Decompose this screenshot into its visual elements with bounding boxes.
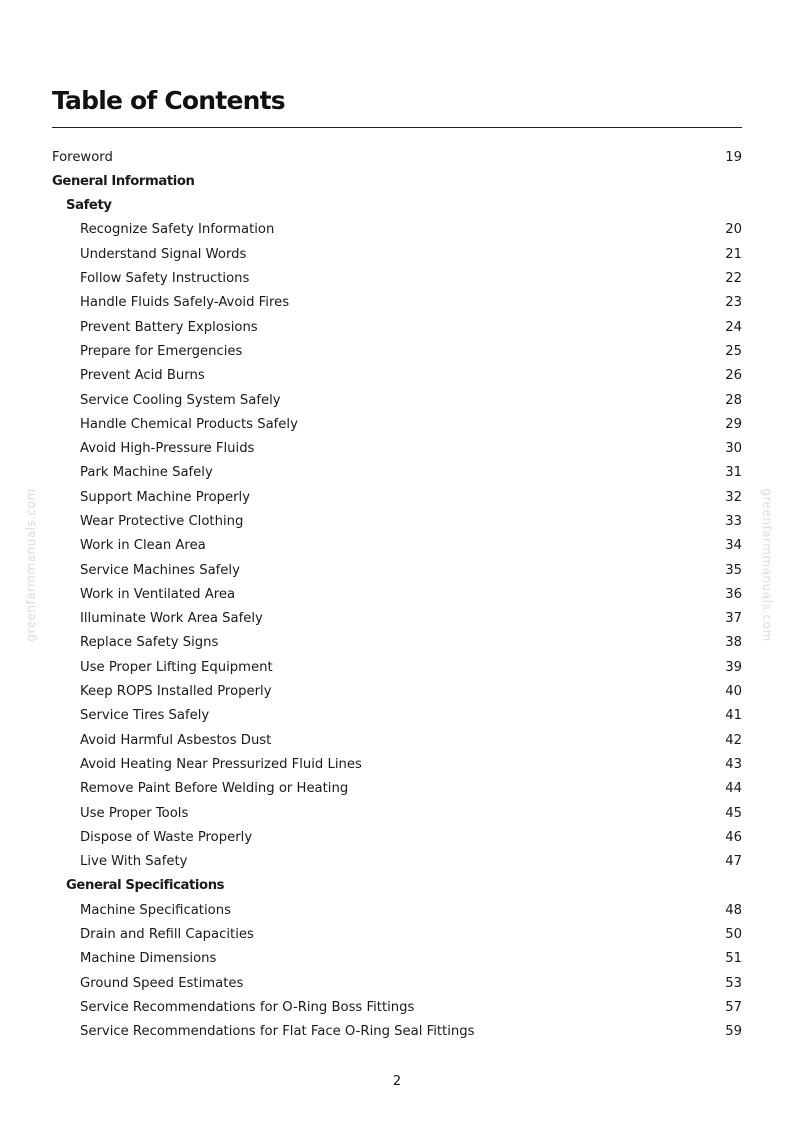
toc-entry-page-number: 25 — [725, 343, 742, 359]
toc-entry-page-number: 59 — [725, 1024, 742, 1040]
toc-entry[interactable] — [52, 218, 742, 242]
toc-entry-page-number: 24 — [725, 319, 742, 335]
toc-entry-page-number: 20 — [725, 222, 742, 238]
toc-entry-label: Prepare for Emergencies — [80, 343, 243, 359]
toc-entry-label: Remove Paint Before Welding or Heating — [80, 781, 349, 797]
toc-entry[interactable] — [52, 291, 742, 315]
toc-entry[interactable] — [52, 923, 742, 947]
toc-entry-page-number: 53 — [725, 975, 742, 991]
toc-entry-label: Drain and Refill Capacities — [80, 927, 254, 943]
toc-entry[interactable] — [52, 558, 742, 582]
toc-entry[interactable] — [52, 534, 742, 558]
toc-entry-page-number: 35 — [725, 562, 742, 578]
toc-entry-label: Illuminate Work Area Safely — [80, 611, 263, 627]
title-divider — [52, 127, 742, 128]
toc-entry[interactable] — [52, 850, 742, 874]
toc-entry-label: Service Machines Safely — [80, 562, 240, 578]
toc-entry[interactable] — [52, 704, 742, 728]
table-of-contents — [52, 145, 742, 1044]
toc-entry-page-number: 38 — [725, 635, 742, 651]
toc-entry-label: Recognize Safety Information — [80, 222, 275, 238]
toc-entry-label: Machine Specifications — [80, 902, 231, 918]
toc-entry-page-number: 23 — [725, 295, 742, 311]
toc-entry-label: Follow Safety Instructions — [80, 271, 250, 287]
toc-entry-label: Work in Ventilated Area — [80, 586, 236, 602]
page-number: 2 — [392, 1074, 402, 1089]
toc-entry-label: Avoid Harmful Asbestos Dust — [80, 732, 272, 748]
toc-entry[interactable] — [52, 461, 742, 485]
toc-entry-label: Support Machine Properly — [80, 489, 251, 505]
toc-entry-label: Use Proper Tools — [80, 805, 189, 821]
toc-entry-page-number: 48 — [725, 902, 742, 918]
toc-entry[interactable] — [52, 582, 742, 606]
toc-entry[interactable] — [52, 777, 742, 801]
toc-entry[interactable] — [52, 607, 742, 631]
toc-entry[interactable] — [52, 728, 742, 752]
toc-entry-page-number: 39 — [725, 659, 742, 675]
toc-entry-page-number: 43 — [725, 756, 742, 772]
toc-entry-page-number: 46 — [725, 829, 742, 845]
toc-entry[interactable] — [52, 242, 742, 266]
toc-entry[interactable] — [52, 485, 742, 509]
toc-entry[interactable] — [52, 655, 742, 679]
toc-entry-page-number: 30 — [725, 441, 742, 457]
toc-entry-label: Live With Safety — [80, 854, 188, 870]
toc-entry[interactable] — [52, 680, 742, 704]
toc-entry-page-number: 29 — [725, 416, 742, 432]
toc-entry[interactable] — [52, 947, 742, 971]
toc-entry-label: Handle Chemical Products Safely — [80, 416, 298, 432]
page-title: Table of Contents — [52, 86, 285, 115]
toc-entry-label: General Information — [52, 173, 195, 189]
toc-entry-label: Park Machine Safely — [80, 465, 213, 481]
toc-entry-page-number: 44 — [725, 781, 742, 797]
toc-entry-label: Service Tires Safely — [80, 708, 210, 724]
toc-entry-page-number: 45 — [725, 805, 742, 821]
toc-entry-page-number: 40 — [725, 684, 742, 700]
toc-entry-page-number: 31 — [725, 465, 742, 481]
toc-entry-label: Use Proper Lifting Equipment — [80, 659, 273, 675]
toc-entry-label: Handle Fluids Safely-Avoid Fires — [80, 295, 290, 311]
toc-entry-page-number: 26 — [725, 368, 742, 384]
toc-entry-label: Wear Protective Clothing — [80, 514, 244, 529]
toc-entry-label: Avoid High-Pressure Fluids — [80, 441, 255, 457]
toc-entry-label: Ground Speed Estimates — [80, 975, 244, 991]
toc-entry-page-number: 21 — [725, 246, 742, 262]
toc-entry[interactable] — [52, 801, 742, 825]
watermark-left: greenfarmmanuals.com — [24, 488, 38, 642]
toc-entry[interactable] — [52, 315, 742, 339]
toc-entry-label: Foreword — [52, 149, 113, 165]
toc-entry-label: Prevent Acid Burns — [80, 368, 205, 384]
toc-entry-page-number: 42 — [725, 732, 742, 748]
watermark-right: greenfarmmanuals.com — [760, 488, 774, 642]
toc-entry[interactable] — [52, 509, 742, 533]
toc-entry[interactable] — [52, 388, 742, 412]
toc-entry[interactable] — [52, 266, 742, 290]
toc-entry[interactable] — [52, 752, 742, 776]
toc-entry[interactable] — [52, 437, 742, 461]
toc-section-heading — [52, 874, 742, 898]
toc-entry-page-number: 47 — [725, 854, 742, 870]
toc-entry-page-number: 37 — [725, 611, 742, 627]
toc-entry-page-number: 32 — [725, 489, 742, 505]
toc-entry-page-number: 22 — [725, 271, 742, 287]
toc-entry-page-number: 41 — [725, 708, 742, 724]
toc-entry-label: Machine Dimensions — [80, 951, 217, 967]
toc-entry[interactable] — [52, 339, 742, 363]
toc-entry[interactable] — [52, 631, 742, 655]
toc-entry[interactable] — [52, 412, 742, 436]
toc-entry-page-number: 57 — [725, 999, 742, 1015]
toc-entry-label: Service Recommendations for O-Ring Boss Fittings — [80, 999, 415, 1015]
toc-entry[interactable] — [52, 971, 742, 995]
toc-entry-label: General Specifications — [66, 878, 225, 894]
toc-entry[interactable] — [52, 1020, 742, 1044]
toc-entry[interactable] — [52, 145, 742, 169]
toc-entry[interactable] — [52, 825, 742, 849]
toc-entry-label: Safety — [66, 198, 112, 214]
toc-entry[interactable] — [52, 364, 742, 388]
toc-entry-label: Replace Safety Signs — [80, 635, 219, 651]
toc-entry[interactable] — [52, 898, 742, 922]
toc-entry-page-number: 36 — [725, 586, 742, 602]
toc-entry-label: Service Cooling System Safely — [80, 392, 281, 408]
toc-entry-label: Understand Signal Words — [80, 246, 247, 262]
toc-section-heading — [52, 194, 742, 218]
toc-entry-page-number: 51 — [725, 951, 742, 967]
toc-entry-label: Dispose of Waste Properly — [80, 829, 253, 845]
toc-section-heading — [52, 169, 742, 193]
toc-entry[interactable] — [52, 995, 742, 1019]
toc-entry-page-number: 34 — [725, 538, 742, 554]
toc-entry-page-number: 33 — [725, 514, 742, 529]
toc-entry-label: Avoid Heating Near Pressurized Fluid Lines — [80, 756, 362, 772]
toc-entry-label: Work in Clean Area — [80, 538, 206, 554]
toc-entry-label: Keep ROPS Installed Properly — [80, 684, 272, 700]
toc-entry-label: Service Recommendations for Flat Face O-Ring Seal Fittings — [80, 1024, 475, 1040]
toc-entry-page-number: 50 — [725, 927, 742, 943]
toc-entry-label: Prevent Battery Explosions — [80, 319, 258, 335]
toc-entry-page-number: 28 — [725, 392, 742, 408]
toc-entry-page-number: 19 — [725, 149, 742, 165]
